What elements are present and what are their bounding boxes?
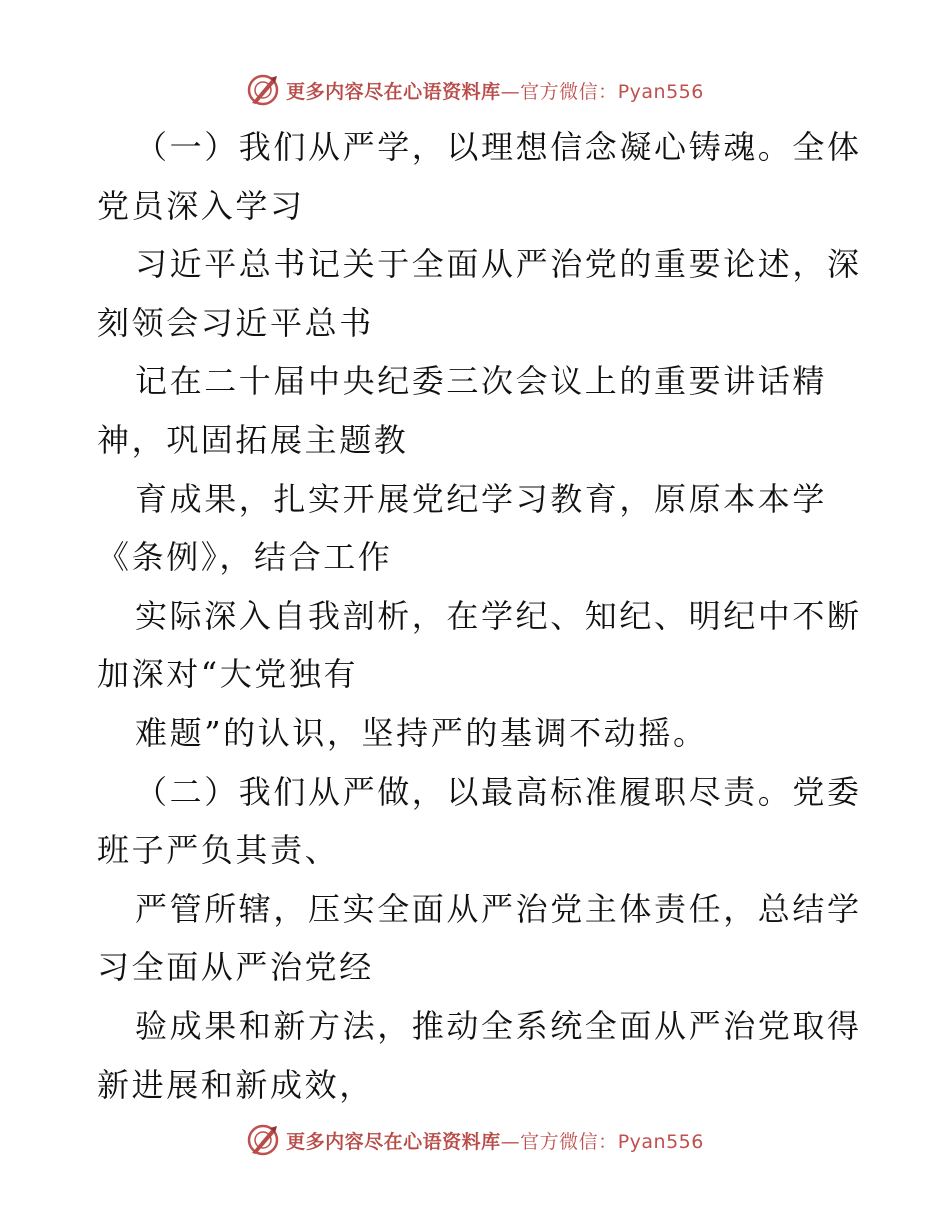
text-line: 习全面从严治党经	[97, 948, 374, 987]
text-line: 《条例》，结合工作	[97, 538, 393, 577]
watermark-main: 更多内容尽在心语资料库	[286, 80, 501, 103]
text-line: 班子严负其责、	[97, 831, 340, 870]
text-line: 刻领会习近平总书	[97, 303, 374, 342]
document-body	[97, 118, 867, 1114]
watermark-account-label: 官方微信：	[520, 1130, 618, 1153]
text-line: 党员深入学习	[97, 186, 305, 225]
text-line: （一）我们从严学，以理想信念凝心铸魂。全体	[135, 128, 862, 166]
quill-pen-logo-icon	[246, 1123, 280, 1157]
watermark-text	[286, 77, 704, 104]
text-line: 验成果和新方法，推动全系统全面从严治党取得	[135, 1006, 862, 1045]
watermark-account-label: 官方微信：	[520, 80, 618, 103]
watermark-main: 更多内容尽在心语资料库	[286, 1130, 501, 1153]
text-line: 记在二十届中央纪委三次会议上的重要讲话精	[135, 362, 828, 401]
text-line: 严管所辖，压实全面从严治党主体责任，总结学	[135, 889, 862, 928]
text-line: 神，巩固拓展主题教	[97, 420, 409, 459]
watermark-text	[286, 1127, 704, 1154]
text-line: （二）我们从严做，以最高标准履职尽责。党委	[135, 772, 862, 811]
watermark-account-id: Pyan556	[617, 1130, 704, 1153]
watermark-separator: —	[500, 80, 521, 103]
watermark-separator: —	[500, 1130, 521, 1153]
text-line: 实际深入自我剖析，在学纪、知纪、明纪中不断	[135, 596, 862, 635]
quill-pen-logo-icon	[246, 73, 280, 107]
watermark-account-id: Pyan556	[617, 80, 704, 103]
text-line: 新进展和新成效，	[97, 1065, 374, 1104]
text-line: 习近平总书记关于全面从严治党的重要论述，深	[135, 245, 862, 284]
text-line: 难题”的认识，坚持严的基调不动摇。	[135, 713, 708, 752]
text-line: 加深对“大党独有	[97, 655, 359, 694]
footer-watermark-banner	[0, 1120, 950, 1160]
header-watermark-banner	[0, 70, 950, 110]
text-line: 育成果，扎实开展党纪学习教育，原原本本学	[135, 479, 828, 518]
